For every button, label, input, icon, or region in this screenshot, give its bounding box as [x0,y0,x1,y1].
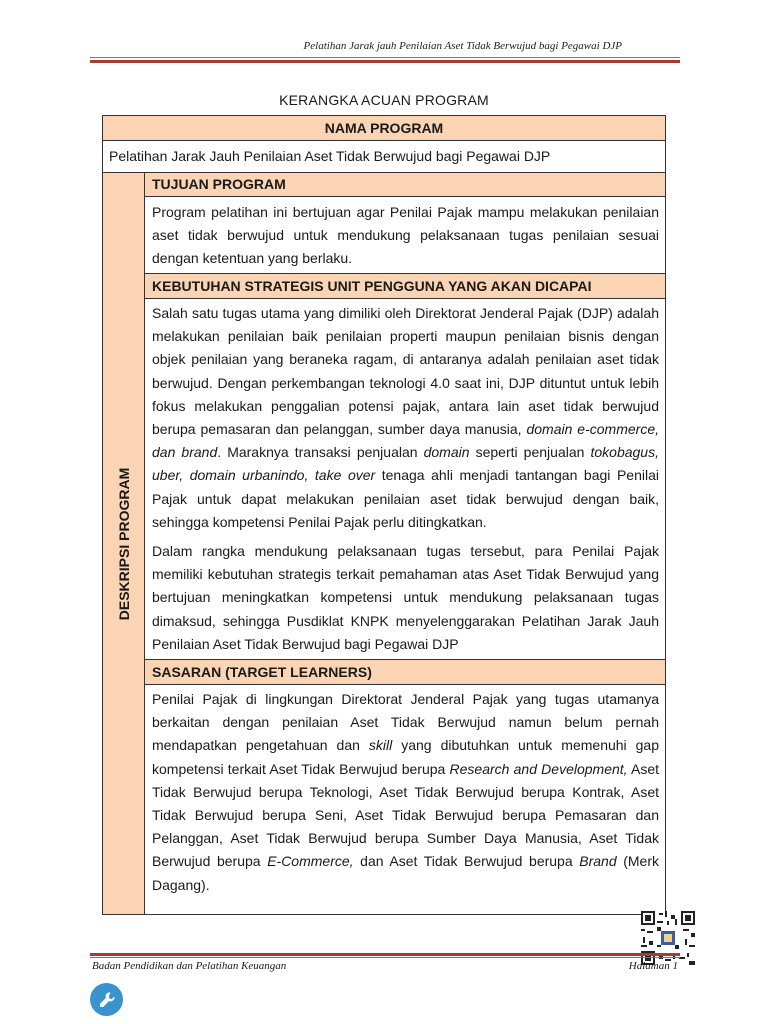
side-column [103,173,145,914]
sasaran-paragraph [152,688,659,897]
footer-rule-thick [90,953,680,956]
wrench-icon [97,990,117,1010]
description-column [145,173,665,914]
program-table [102,115,666,915]
side-label: DESKRIPSI PROGRAM [115,467,132,620]
kebutuhan-p1-italic-f: tokobagus, uber, domain urbanindo, take over [152,444,659,484]
sasaran-text-a: Penilai Pajak di lingkungan Direktorat Jenderal Pajak yang tugas utamanya berkaitan dengan penilaian Aset Tidak Berwujud namun belum pernah mendapatkan pengetahuan dan [152,691,659,754]
sasaran-heading: SASARAN (TARGET LEARNERS) [145,659,665,685]
document-title: KERANGKA ACUAN PROGRAM [279,92,489,108]
sasaran-text-i: (Merk Dagang). [152,853,659,893]
sasaran-italic-h: Brand [579,853,617,870]
kebutuhan-p1-text-e: seperti penjualan [469,444,591,461]
sasaran-text-e: Aset Tidak Berwujud berupa Teknologi, Aset Tidak Berwujud berupa Kontrak, Aset Tidak Berwujud berupa Seni, Aset Tidak Berwujud berupa Pemasaran dan Pelanggan, Aset Tidak Berwujud berupa Sumber Daya Manusia, Aset Tidak Berwujud berupa [152,760,660,870]
kebutuhan-p1-italic-d: domain [423,444,470,461]
sasaran-text-c: yang dibutuhkan untuk memenuhi gap kompetensi terkait Aset Tidak Berwujud berupa [152,737,659,777]
tools-button[interactable] [90,983,123,1016]
sasaran-italic-d: Research and Development, [449,760,628,777]
tujuan-text: Program pelatihan ini bertujuan agar Penilai Pajak mampu melakukan penilaian aset tidak berwujud untuk mendukung pelaksanaan tugas penilaian sesuai dengan ketentuan yang berlaku. [152,204,659,267]
tujuan-heading: TUJUAN PROGRAM [145,173,665,197]
header-rule-thin [90,57,680,58]
nama-program-heading: NAMA PROGRAM [103,116,665,141]
page-header: Pelatihan Jarak jauh Penilaian Aset Tidak Berwujud bagi Pegawai DJP [303,40,622,52]
footer-institution: Badan Pendidikan dan Pelatihan Keuangan [92,960,287,972]
kebutuhan-p1-italic-b: domain e-commerce, dan brand [152,421,659,461]
kebutuhan-paragraph-1 [152,302,659,534]
header-rule-thick [90,60,680,63]
footer-page-number: Halaman 1 [628,960,678,972]
kebutuhan-p1-text-g: tenaga ahli menjadi tantangan bagi Penilai Pajak untuk dapat melakukan penilaian aset tidak berwujud dengan baik, sehingga kompetensi Penilai Pajak perlu ditingkatkan. [152,467,659,530]
kebutuhan-p1-text-c: . Maraknya transaksi penjualan [217,444,424,461]
sasaran-italic-f: E-Commerce, [267,853,354,870]
sasaran-text-g: dan Aset Tidak Berwujud berupa [353,853,580,870]
footer-rule-thin [90,957,680,958]
kebutuhan-paragraph-2: Dalam rangka mendukung pelaksanaan tugas tersebut, para Penilai Pajak memiliki kebutuhan strategis terkait pemahaman atas Aset Tidak Berwujud yang bertujuan meningkatkan kompetensi untuk mendukung pelaksanaan tugas dimaksud, sehingga Pusdiklat KNPK menyelenggarakan Pelatihan Jarak Jauh Penilaian Aset Tidak Berwujud bagi Pegawai DJP [152,543,659,652]
kebutuhan-p1-text-a: Salah satu tugas utama yang dimiliki oleh Direktorat Jenderal Pajak (DJP) adalah melakukan penilaian baik penilaian properti maupun penilaian bisnis dengan objek penilaian yang beraneka ragam, di antaranya adalah penilaian aset tidak berwujud. Dengan perkembangan teknologi 4.0 saat ini, DJP dituntut untuk lebih fokus melakukan penggalian potensi pajak, antara lain aset tidak berwujud berupa pemasaran dan pelanggan, sumber daya manusia, [152,305,659,438]
program-name: Pelatihan Jarak Jauh Penilaian Aset Tidak Berwujud bagi Pegawai DJP [103,141,665,173]
sasaran-italic-b: skill [368,737,393,754]
kebutuhan-heading: KEBUTUHAN STRATEGIS UNIT PENGGUNA YANG AKAN DICAPAI [145,273,665,299]
